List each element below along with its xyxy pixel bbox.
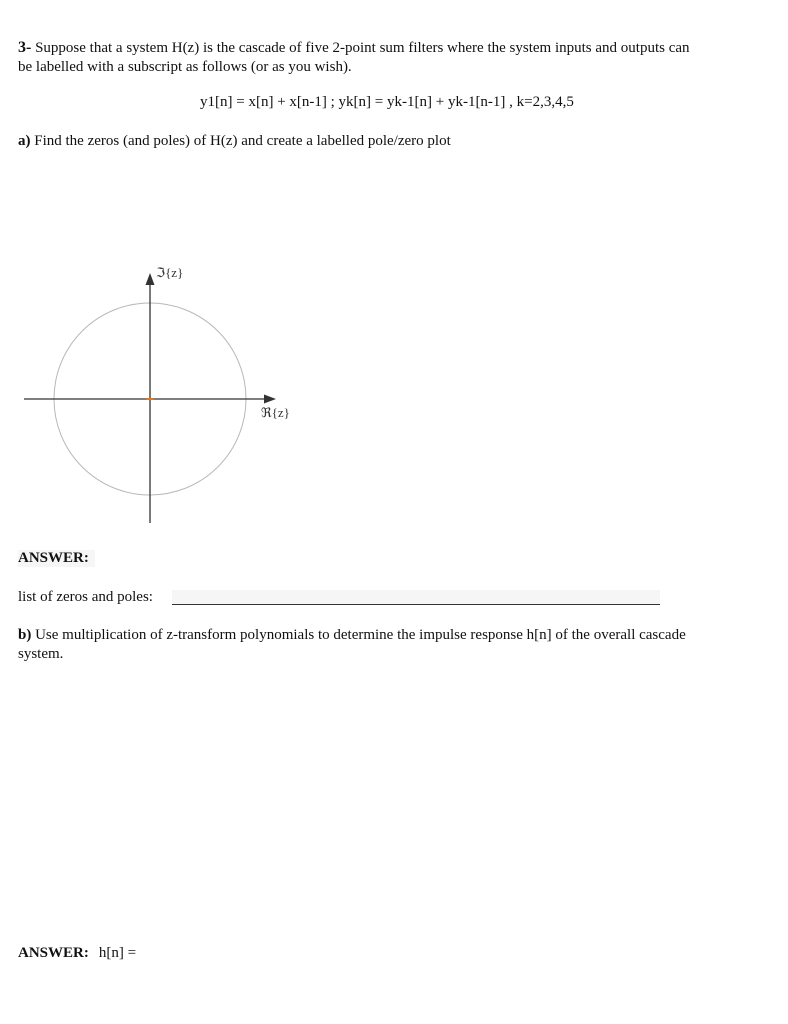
imaginary-axis-arrow-icon xyxy=(146,273,155,285)
zeros-poles-label: list of zeros and poles: xyxy=(18,589,153,605)
problem-intro-line1: Suppose that a system H(z) is the cascade of five 2-point sum filters where the system inputs and outputs can xyxy=(35,40,690,56)
pole-zero-plot xyxy=(18,255,308,535)
problem-intro-line2: be labelled with a subscript as follows (or as you wish). xyxy=(18,59,352,75)
zeros-poles-answer-field[interactable] xyxy=(172,590,660,605)
problem-intro xyxy=(18,38,778,58)
part-b-prompt xyxy=(18,626,778,645)
problem-number: 3- xyxy=(18,39,32,56)
part-b-answer-label: ANSWER: xyxy=(18,945,89,961)
part-b-answer xyxy=(18,944,136,963)
part-a-answer-label: ANSWER: xyxy=(18,550,95,567)
part-b-text: Use multiplication of z-transform polynomials to determine the impulse response h[n] of the overall cascade xyxy=(35,627,686,643)
part-b-text-line2: system. xyxy=(18,646,64,662)
real-axis-label: ℜ{z} xyxy=(261,405,290,420)
part-a-text: Find the zeros (and poles) of H(z) and create a labelled pole/zero plot xyxy=(34,133,451,149)
part-b-label: b) xyxy=(18,627,32,643)
difference-equation: y1[n] = x[n] + x[n-1] ; yk[n] = yk-1[n] + yk-1[n-1] , k=2,3,4,5 xyxy=(200,94,574,110)
part-a-prompt xyxy=(18,132,451,151)
impulse-response-expression: h[n] = xyxy=(98,945,137,961)
real-axis-arrow-icon xyxy=(264,395,276,404)
part-a-label: a) xyxy=(18,133,31,149)
imaginary-axis-label: ℑ{z} xyxy=(156,265,184,280)
